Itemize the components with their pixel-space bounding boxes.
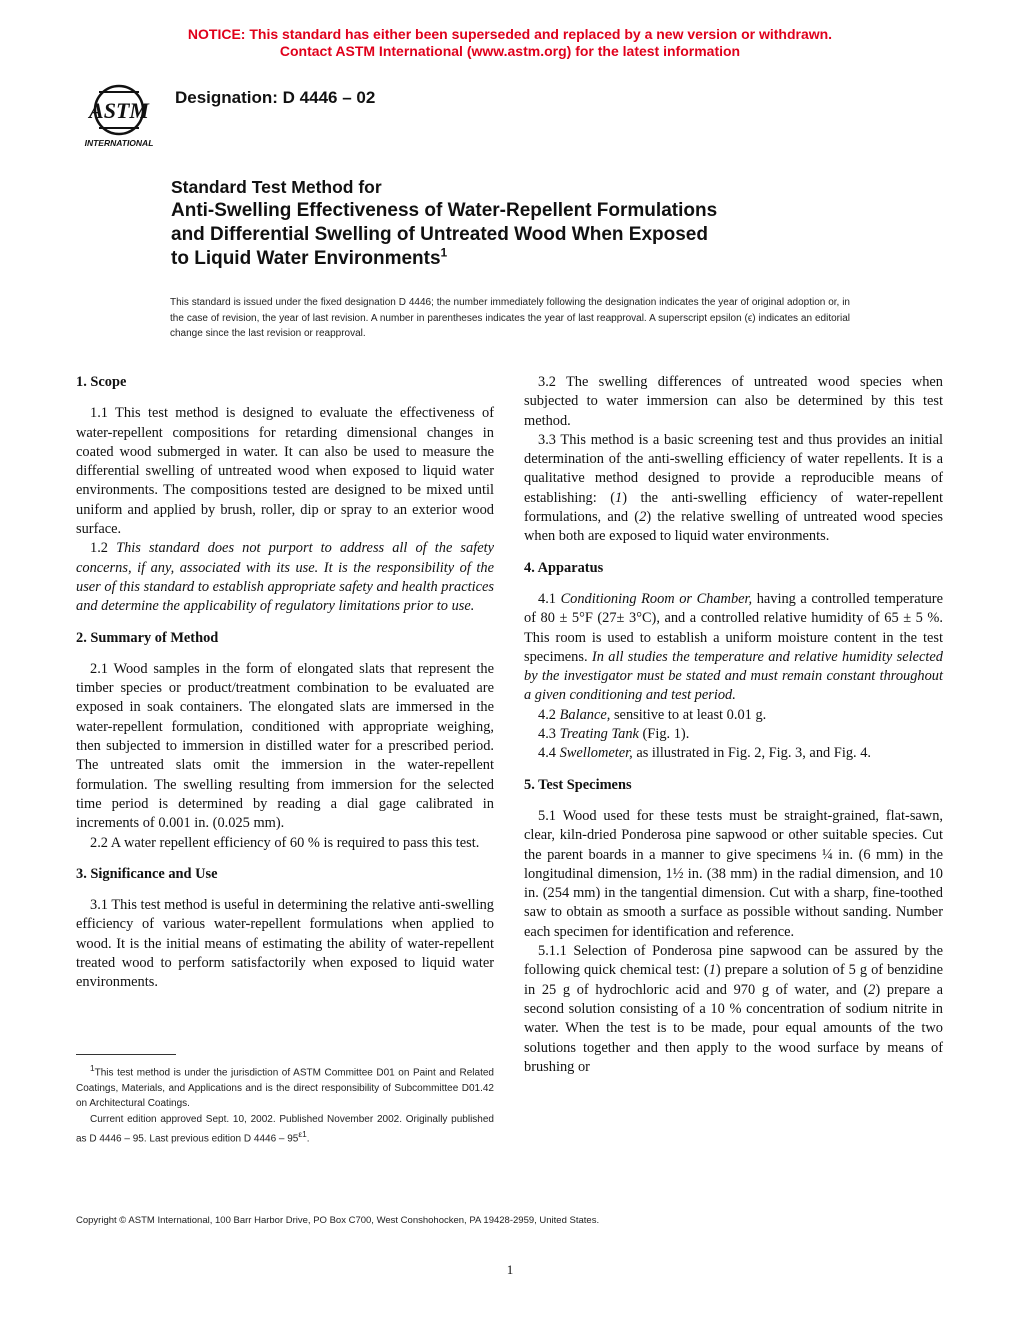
title-line-3: and Differential Swelling of Untreated Wood When Exposed	[171, 224, 708, 245]
astm-logo	[77, 78, 161, 152]
left-column	[76, 373, 494, 993]
para-5-1-1: 5.1.1 Selection of Ponderosa pine sapwood can be assured by the following quick chemical test: (1) prepare a solution of 5 g of benzidine in 25 g of hydrochloric acid and 970 g of water, and (2) prepare a second solution consisting of a 10 % concentration of sodium nitrite in water. When the test is to be made, pour equal amounts of the two solutions together and then apply to the wood surface by means of brushing or	[524, 943, 944, 1075]
para-1-1: 1.1 This test method is designed to evaluate the effectiveness of water-repellent compositions for retarding dimensional changes in coated wood submerged in water. It can also be used to measure the differential swelling of untreated wood when exposed to liquid water environments. The compositions tested are designed to be mixed until uniform and applied by brush, roller, dip or spray to an exterior wood surface.	[76, 405, 494, 538]
title-line-2: Anti-Swelling Effectiveness of Water-Repellent Formulations	[171, 200, 718, 221]
right-column	[524, 373, 943, 1077]
para-4-1: 4.1 Conditioning Room or Chamber, having a controlled temperature of 80 ± 5°F (27± 3°C), and a controlled relative humidity of 65 ± 5 %. This room is used to establish a uniform moisture content in the test specimens. In all studies the temperature and relative humidity selected by the investigator must be stated and must remain constant throughout a given conditioning and test period.	[524, 590, 943, 704]
document-title	[171, 175, 871, 271]
footnote-para-1: $^1$This test method is under the jurisdiction of ASTM Committee D01 on Paint and Related Coatings, Materials, and Applications and is the direct responsibility of Subcommittee D01.42 on Architectural Coatings.	[76, 1063, 494, 1110]
para-3-1: 3.1 This test method is useful in determining the relative anti-swelling efficiency of various water-repellent formulations when applied to wood. It is the initial means of estimating the ability of water-repellent treated wood to perform satisfactorily when exposed to liquid water environments.	[76, 897, 494, 991]
title-line-1: Standard Test Method for	[171, 177, 382, 197]
footnote-rule	[76, 1054, 176, 1055]
page-number: 1	[506, 1262, 514, 1277]
para-5-1: 5.1 Wood used for these tests must be straight-grained, flat-sawn, clear, kiln-dried Ponderosa pine sapwood or other suitable species. Cut the parent boards in a manner to give specimens ¼ in. (6 mm) in the longitudinal dimension, 1½ in. (38 mm) in the radial dimension, and 10 in. (254 mm) in the tangential dimension. Cut with a sharp, fine-toothed saw to obtain as smooth a surface as possible without sanding. Number each specimen for identification and reference.	[524, 807, 943, 940]
para-2-2: 2.2 A water repellent efficiency of 60 % is required to pass this test.	[90, 834, 480, 851]
para-3-2: 3.2 The swelling differences of untreated wood species when subjected to water immersion can also be determined by this test method.	[524, 374, 943, 429]
title-line-4: to Liquid Water Environments$^1$	[171, 245, 448, 269]
footnote-para-2: Current edition approved Sept. 10, 2002. Published November 2002. Originally published as D 4446 – 95. Last previous edition D $4446 - 95^{\varepsilon 1}$.	[76, 1113, 494, 1145]
designation: Designation: D 4446 – 02	[175, 88, 376, 107]
para-4-4: 4.4 Swellometer, as illustrated in Fig. 2, Fig. 3, and Fig. 4.	[538, 745, 871, 762]
significance-heading: 3. Significance and Use	[76, 865, 218, 882]
notice-line-2: Contact ASTM International (www.astm.org) for the latest information	[279, 43, 741, 59]
logo-subtitle: INTERNATIONAL	[84, 138, 154, 148]
copyright-line: Copyright © ASTM International, 100 Barr Harbor Drive, PO Box C700, West Conshohocken, PA 19428-2959, United States.	[76, 1215, 600, 1226]
withdrawal-notice	[0, 26, 1020, 60]
footnote	[76, 1061, 494, 1147]
title-footnote-mark: 1	[440, 245, 448, 260]
notice-line-1: NOTICE: This standard has either been superseded and replaced by a new version or withdrawn.	[187, 26, 833, 42]
apparatus-heading: 4. Apparatus	[524, 559, 604, 576]
logo-wordmark: ASTM	[89, 98, 149, 123]
issued-note: This standard is issued under the fixed designation D 4446; the number immediately following the designation indicates the year of original adoption or, in the case of revision, the year of last revision. A number in parentheses indicates the year of last reapproval. A superscript epsilon (ϵ) indicates an editorial change since the last revision or reapproval.	[170, 297, 850, 339]
summary-heading: 2. Summary of Method	[76, 629, 219, 646]
para-1-2: 1.2 This standard does not purport to address all of the safety concerns, if any, associated with its use. It is the responsibility of the user of this standard to establish appropriate safety and health practices and determine the applicability of regulatory limitations prior to use.	[76, 540, 494, 615]
specimens-heading: 5. Test Specimens	[524, 776, 632, 793]
para-4-3: 4.3 Treating Tank (Fig. 1).	[538, 726, 690, 743]
para-3-3: 3.3 This method is a basic screening test and thus provides an initial determination of the anti-swelling efficiency of water repellents. It is a qualitative method designed to provide a reproducible means of establishing: (1) the anti-swelling efficiency of water-repellent formulations, and (2) the relative swelling of untreated wood species when both are exposed to liquid water environments.	[524, 431, 944, 545]
scope-heading: 1. Scope	[76, 374, 127, 390]
para-4-2: 4.2 Balance, sensitive to at least 0.01 g.	[538, 706, 767, 723]
para-2-1: 2.1 Wood samples in the form of elongated slats that represent the timber species or product/treatment combination to be evaluated are exposed in soak containers. The elongated slats are immersed in the water-repellent formulation, conditioned with appropriate weighing, then subjected to immersion in distilled water for a prescribed period. The untreated slats omit the immersion in the water-repellent formulation. The swelling resulting from immersion for the selected time period is determined by reading a dial gage calibrated in increments of 0.001 in. (0.025 mm).	[76, 660, 494, 832]
